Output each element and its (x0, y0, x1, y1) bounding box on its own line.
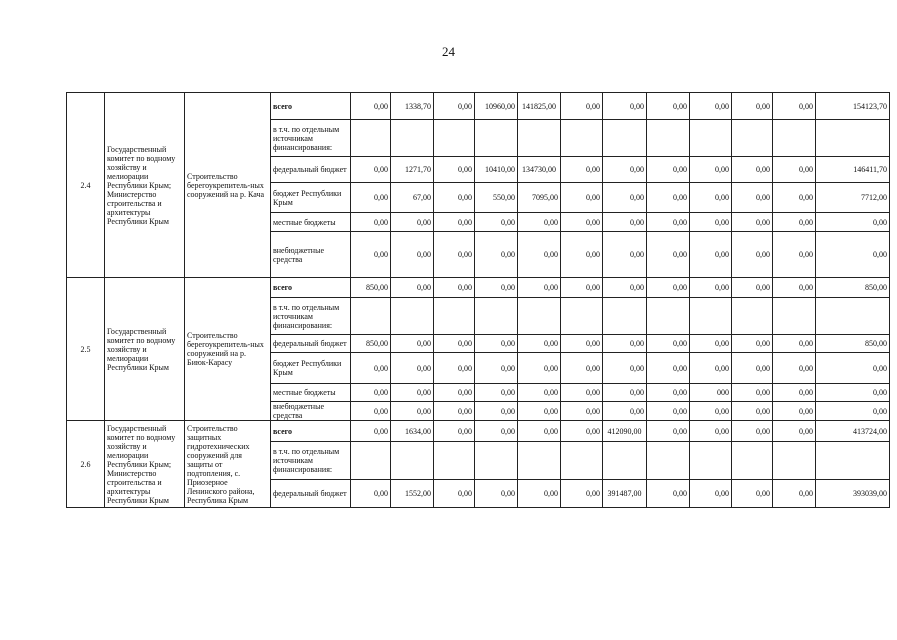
amount-cell: 0,00 (773, 421, 816, 442)
section-number: 2.5 (67, 278, 105, 421)
amount-cell: 0,00 (518, 213, 561, 232)
funding-category: внебюджетные средства (271, 232, 351, 278)
amount-cell (732, 442, 773, 480)
amount-cell (391, 298, 434, 335)
amount-cell: 0,00 (647, 384, 690, 402)
amount-cell: 0,00 (351, 232, 391, 278)
amount-cell: 0,00 (351, 384, 391, 402)
amount-cell: 850,00 (351, 278, 391, 298)
amount-cell: 0,00 (518, 402, 561, 421)
amount-cell: 0,00 (351, 421, 391, 442)
amount-cell: 1271,70 (391, 157, 434, 183)
amount-cell: 0,00 (603, 384, 647, 402)
amount-cell (732, 298, 773, 335)
amount-cell: 0,00 (561, 278, 603, 298)
project-cell: Строительство защитных гидротехнических сооружений для защиты от подтопления, с. Приозерное Ленинского района, Республика Крым (185, 421, 271, 508)
executor-cell: Государственный комитет по водному хозяйству и мелиорации Республики Крым; Министерство строительства и архитектуры Республики Крым (105, 93, 185, 278)
amount-cell: 0,00 (434, 353, 475, 384)
amount-cell (561, 120, 603, 157)
amount-cell: 0,00 (518, 232, 561, 278)
amount-cell: 0,00 (561, 421, 603, 442)
amount-cell: 0,00 (773, 480, 816, 508)
amount-cell (351, 298, 391, 335)
amount-cell: 0,00 (690, 157, 732, 183)
executor-cell: Государственный комитет по водному хозяйству и мелиорации Республики Крым (105, 278, 185, 421)
amount-cell: 0,00 (732, 384, 773, 402)
amount-cell: 0,00 (690, 335, 732, 353)
amount-cell: 0,00 (518, 335, 561, 353)
amount-cell: 0,00 (647, 213, 690, 232)
project-cell: Строительство берегоукрепитель-ных сооружений на р. Биюк-Карасу (185, 278, 271, 421)
amount-cell (475, 120, 518, 157)
amount-cell: 0,00 (561, 353, 603, 384)
amount-cell: 0,00 (561, 232, 603, 278)
amount-cell: 0,00 (816, 402, 890, 421)
amount-cell: 0,00 (816, 384, 890, 402)
amount-cell: 0,00 (475, 278, 518, 298)
amount-cell (603, 298, 647, 335)
amount-cell: 0,00 (773, 278, 816, 298)
amount-cell: 0,00 (603, 232, 647, 278)
amount-cell: 0,00 (773, 93, 816, 120)
amount-cell: 7095,00 (518, 183, 561, 213)
amount-cell (647, 442, 690, 480)
funding-category: федеральный бюджет (271, 157, 351, 183)
amount-cell: 0,00 (434, 232, 475, 278)
amount-cell: 0,00 (603, 402, 647, 421)
amount-cell: 393039,00 (816, 480, 890, 508)
funding-category: всего (271, 421, 351, 442)
amount-cell: 0,00 (773, 157, 816, 183)
amount-cell (690, 442, 732, 480)
amount-cell: 0,00 (647, 93, 690, 120)
amount-cell (561, 298, 603, 335)
amount-cell: 0,00 (603, 93, 647, 120)
amount-cell (518, 298, 561, 335)
amount-cell: 0,00 (561, 384, 603, 402)
amount-cell: 0,00 (732, 278, 773, 298)
amount-cell (816, 442, 890, 480)
amount-cell (816, 120, 890, 157)
amount-cell (475, 298, 518, 335)
amount-cell: 0,00 (690, 421, 732, 442)
table-row (67, 421, 890, 442)
section-number: 2.6 (67, 421, 105, 508)
amount-cell (351, 442, 391, 480)
amount-cell (434, 298, 475, 335)
amount-cell: 0,00 (647, 353, 690, 384)
amount-cell: 0,00 (647, 232, 690, 278)
amount-cell: 412090,00 (603, 421, 647, 442)
amount-cell: 0,00 (475, 335, 518, 353)
amount-cell: 0,00 (647, 480, 690, 508)
amount-cell: 10410,00 (475, 157, 518, 183)
amount-cell: 0,00 (518, 278, 561, 298)
amount-cell: 1634,00 (391, 421, 434, 442)
amount-cell: 0,00 (603, 213, 647, 232)
amount-cell: 0,00 (647, 278, 690, 298)
amount-cell: 0,00 (773, 402, 816, 421)
amount-cell (518, 442, 561, 480)
amount-cell: 0,00 (773, 353, 816, 384)
amount-cell (690, 298, 732, 335)
amount-cell: 413724,00 (816, 421, 890, 442)
amount-cell: 0,00 (690, 213, 732, 232)
amount-cell: 0,00 (732, 183, 773, 213)
amount-cell: 141825,00 (518, 93, 561, 120)
amount-cell: 0,00 (603, 157, 647, 183)
amount-cell: 0,00 (391, 278, 434, 298)
amount-cell: 0,00 (603, 278, 647, 298)
amount-cell: 0,00 (647, 335, 690, 353)
amount-cell: 850,00 (816, 278, 890, 298)
amount-cell: 0,00 (351, 157, 391, 183)
funding-category: федеральный бюджет (271, 335, 351, 353)
amount-cell: 0,00 (561, 93, 603, 120)
amount-cell: 1552,00 (391, 480, 434, 508)
amount-cell: 0,00 (434, 183, 475, 213)
amount-cell: 0,00 (434, 384, 475, 402)
funding-category: в т.ч. по отдельным источникам финансирования: (271, 442, 351, 480)
amount-cell (647, 298, 690, 335)
amount-cell: 0,00 (518, 384, 561, 402)
page-number: 24 (442, 44, 455, 59)
amount-cell: 0,00 (351, 353, 391, 384)
amount-cell (475, 442, 518, 480)
amount-cell: 0,00 (351, 480, 391, 508)
amount-cell (773, 442, 816, 480)
amount-cell: 0,00 (475, 402, 518, 421)
funding-category: бюджет Республики Крым (271, 183, 351, 213)
amount-cell (603, 120, 647, 157)
amount-cell: 0,00 (518, 353, 561, 384)
amount-cell (732, 120, 773, 157)
amount-cell: 7712,00 (816, 183, 890, 213)
table-row (67, 93, 890, 120)
amount-cell (603, 442, 647, 480)
amount-cell: 850,00 (816, 335, 890, 353)
amount-cell (518, 120, 561, 157)
financing-table-body (67, 93, 890, 508)
amount-cell (773, 120, 816, 157)
amount-cell: 0,00 (690, 402, 732, 421)
amount-cell: 0,00 (732, 157, 773, 183)
amount-cell: 0,00 (391, 213, 434, 232)
amount-cell: 0,00 (351, 402, 391, 421)
amount-cell (561, 442, 603, 480)
amount-cell: 0,00 (561, 213, 603, 232)
amount-cell: 0,00 (475, 480, 518, 508)
amount-cell: 0,00 (475, 232, 518, 278)
amount-cell: 0,00 (732, 421, 773, 442)
amount-cell: 0,00 (434, 93, 475, 120)
amount-cell: 850,00 (351, 335, 391, 353)
amount-cell: 0,00 (732, 402, 773, 421)
amount-cell: 0,00 (561, 183, 603, 213)
amount-cell: 0,00 (434, 213, 475, 232)
funding-category: бюджет Республики Крым (271, 353, 351, 384)
funding-category: всего (271, 278, 351, 298)
amount-cell: 0,00 (391, 402, 434, 421)
amount-cell: 0,00 (690, 232, 732, 278)
amount-cell: 0,00 (690, 183, 732, 213)
amount-cell: 0,00 (732, 480, 773, 508)
amount-cell (690, 120, 732, 157)
amount-cell (773, 298, 816, 335)
amount-cell: 0,00 (732, 232, 773, 278)
amount-cell: 0,00 (690, 353, 732, 384)
amount-cell: 0,00 (773, 232, 816, 278)
amount-cell (391, 442, 434, 480)
amount-cell: 000 (690, 384, 732, 402)
funding-category: местные бюджеты (271, 384, 351, 402)
amount-cell: 0,00 (391, 232, 434, 278)
amount-cell: 0,00 (816, 353, 890, 384)
amount-cell: 0,00 (475, 384, 518, 402)
amount-cell: 0,00 (434, 421, 475, 442)
amount-cell: 0,00 (434, 278, 475, 298)
amount-cell: 0,00 (434, 335, 475, 353)
amount-cell: 0,00 (732, 213, 773, 232)
amount-cell (351, 120, 391, 157)
amount-cell: 0,00 (518, 421, 561, 442)
amount-cell: 0,00 (816, 232, 890, 278)
funding-category: внебюджетные средства (271, 402, 351, 421)
amount-cell: 0,00 (518, 480, 561, 508)
amount-cell: 0,00 (475, 213, 518, 232)
amount-cell (434, 120, 475, 157)
financing-table (66, 92, 890, 508)
amount-cell: 0,00 (647, 157, 690, 183)
amount-cell: 0,00 (391, 384, 434, 402)
amount-cell: 10960,00 (475, 93, 518, 120)
amount-cell: 0,00 (351, 213, 391, 232)
amount-cell: 0,00 (391, 353, 434, 384)
project-cell: Строительство берегоукрепитель-ных сооружений на р. Кача (185, 93, 271, 278)
table-row (67, 278, 890, 298)
funding-category: в т.ч. по отдельным источникам финансирования: (271, 120, 351, 157)
amount-cell: 0,00 (603, 353, 647, 384)
amount-cell: 550,00 (475, 183, 518, 213)
amount-cell: 0,00 (561, 335, 603, 353)
amount-cell: 0,00 (647, 183, 690, 213)
amount-cell: 0,00 (690, 480, 732, 508)
amount-cell: 0,00 (351, 93, 391, 120)
amount-cell: 134730,00 (518, 157, 561, 183)
amount-cell: 146411,70 (816, 157, 890, 183)
funding-category: местные бюджеты (271, 213, 351, 232)
amount-cell: 0,00 (773, 213, 816, 232)
section-number: 2.4 (67, 93, 105, 278)
amount-cell (391, 120, 434, 157)
amount-cell: 0,00 (732, 353, 773, 384)
amount-cell: 0,00 (773, 183, 816, 213)
amount-cell: 1338,70 (391, 93, 434, 120)
amount-cell: 0,00 (732, 93, 773, 120)
amount-cell: 67,00 (391, 183, 434, 213)
amount-cell: 0,00 (816, 213, 890, 232)
amount-cell: 0,00 (561, 402, 603, 421)
funding-category: федеральный бюджет (271, 480, 351, 508)
amount-cell (647, 120, 690, 157)
amount-cell: 0,00 (351, 183, 391, 213)
amount-cell: 391487,00 (603, 480, 647, 508)
amount-cell: 0,00 (561, 157, 603, 183)
amount-cell: 0,00 (434, 480, 475, 508)
amount-cell: 0,00 (732, 335, 773, 353)
amount-cell: 0,00 (647, 402, 690, 421)
amount-cell (816, 298, 890, 335)
amount-cell: 0,00 (391, 335, 434, 353)
amount-cell: 0,00 (434, 157, 475, 183)
amount-cell: 0,00 (773, 384, 816, 402)
amount-cell: 0,00 (475, 421, 518, 442)
amount-cell: 0,00 (434, 402, 475, 421)
amount-cell (434, 442, 475, 480)
executor-cell: Государственный комитет по водному хозяйству и мелиорации Республики Крым; Министерство строительства и архитектуры Республики Крым (105, 421, 185, 508)
amount-cell: 0,00 (475, 353, 518, 384)
amount-cell: 0,00 (561, 480, 603, 508)
amount-cell: 0,00 (773, 335, 816, 353)
amount-cell: 0,00 (647, 421, 690, 442)
amount-cell: 0,00 (690, 278, 732, 298)
funding-category: всего (271, 93, 351, 120)
amount-cell: 0,00 (603, 183, 647, 213)
amount-cell: 0,00 (603, 335, 647, 353)
amount-cell: 154123,70 (816, 93, 890, 120)
funding-category: в т.ч. по отдельным источникам финансирования: (271, 298, 351, 335)
amount-cell: 0,00 (690, 93, 732, 120)
